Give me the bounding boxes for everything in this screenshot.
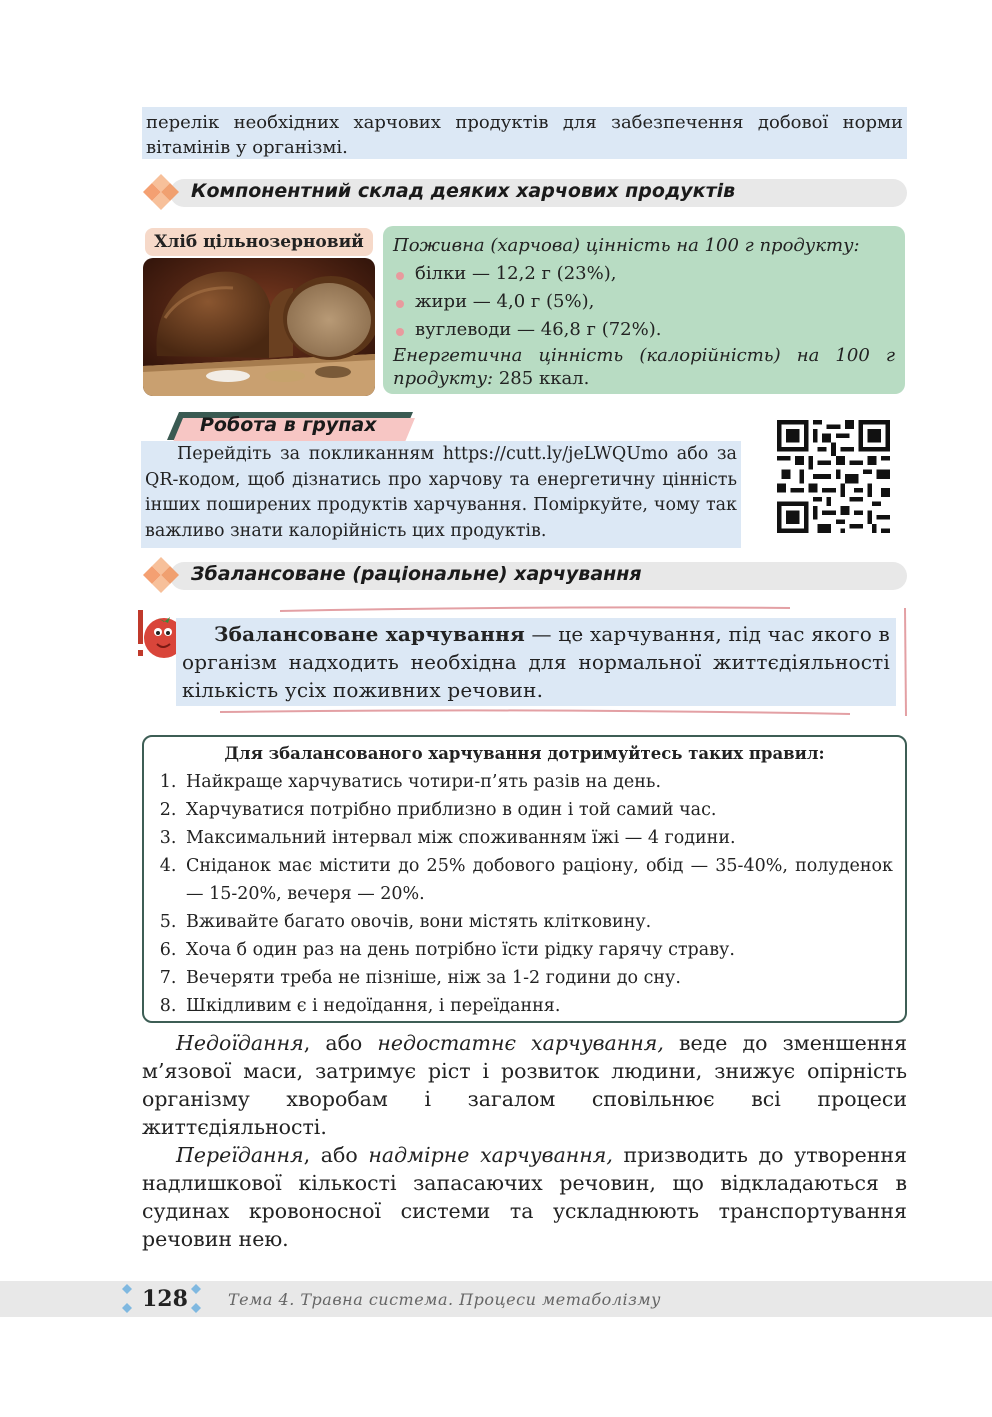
group-work-title: Робота в групах [200, 414, 377, 436]
nutrition-info-box [383, 226, 905, 394]
section-title-balanced: Збалансоване (раціональне) харчування [191, 563, 642, 585]
definition-box [176, 618, 896, 706]
term-undereating: Недоїдання [176, 1031, 304, 1055]
rules-heading: Для збалансованого харчування дотримуйтесь таких правил: [224, 744, 825, 763]
definition-term: Збалансоване харчування [214, 622, 525, 646]
paragraph-text: призводить до утворення надлишкової кількості запасаючих речовин, що відкладаються в судинах кровоносної системи та ускладнюють транспортування речовин нею. [142, 1143, 907, 1251]
paragraph-overeating [142, 1141, 907, 1253]
rule-item: 1. Найкраще харчуватись чотири-п’ять разів на день. [182, 768, 893, 796]
rules-box [142, 735, 907, 1023]
section-title-composition: Компонентний склад деяких харчових продуктів [191, 180, 736, 202]
section-diamonds-icon [140, 556, 184, 596]
paragraph-text: веде до зменшення м’язової маси, затримує ріст і розвиток людини, знижує опірність організму хворобам і загалом сповільнює всі процеси життєдіяльності. [142, 1031, 907, 1139]
term-insufficient-nutrition: недостатнє харчування, [377, 1031, 664, 1055]
rule-item: 4. Сніданок має містити до 25% добового раціону, обід — 35-40%, полуденок — 15-20%, вечеря — 20%. [182, 852, 893, 908]
paragraph-connector: , або [303, 1031, 378, 1055]
group-work-text-content: Перейдіть за покликанням https://cutt.ly/jeLWQUmo або за QR-кодом, щоб дізнатись про харчову та енергетичну цінність інших поширених продуктів харчування. Поміркуйте, чому так важливо знати калорійність цих продуктів. [145, 444, 737, 541]
rule-item: 7. Вечеряти треба не пізніше, ніж за 1-2 години до сну. [182, 964, 893, 992]
paragraph-undereating [142, 1029, 907, 1141]
intro-paragraph: перелік необхідних харчових продуктів для забезпечення добової норми вітамінів у організмі. [142, 107, 907, 159]
definition-text: — це харчування, під час якого в організм надходить необхідна для нормальної життєдіяльності кількість усіх поживних речовин. [182, 622, 890, 702]
term-overeating: Переїдання [176, 1143, 304, 1167]
term-excessive-nutrition: надмірне харчування, [368, 1143, 613, 1167]
rule-item: 8. Шкідливим є і недоїдання, і переїдання. [182, 992, 893, 1020]
bread-image [143, 258, 375, 396]
paragraph-connector: , або [303, 1143, 369, 1167]
rule-item: 6. Хоча б один раз на день потрібно їсти рідку гарячу страву. [182, 936, 893, 964]
bread-label: Хліб цільнозерновий [145, 228, 373, 256]
footer-topic: Тема 4. Травна система. Процеси метаболізму [228, 1290, 661, 1309]
page-number: 128 [142, 1286, 188, 1312]
nutrition-heading: Поживна (харчова) цінність на 100 г продукту: [393, 235, 860, 256]
energy-label: Енергетична цінність (калорійність) на 100 г продукту: [393, 345, 895, 389]
rule-item: 2. Харчуватися потрібно приблизно в один і той самий час. [182, 796, 893, 824]
nutrition-item-fat: жири — 4,0 г (5%), [393, 288, 895, 316]
nutrition-item-carbs: вуглеводи — 46,8 г (72%). [393, 316, 895, 344]
nutrition-item-protein: білки — 12,2 г (23%), [393, 260, 895, 288]
rule-item: 5. Вживайте багато овочів, вони містять клітковину. [182, 908, 893, 936]
qr-code-icon[interactable] [777, 420, 890, 533]
group-work-text [141, 441, 741, 548]
rules-list [156, 768, 893, 1020]
rule-item: 3. Максимальний інтервал між споживанням їжі — 4 години. [182, 824, 893, 852]
section-diamonds-icon [140, 173, 184, 213]
energy-line [393, 344, 895, 390]
energy-value: 285 ккал. [498, 368, 590, 389]
